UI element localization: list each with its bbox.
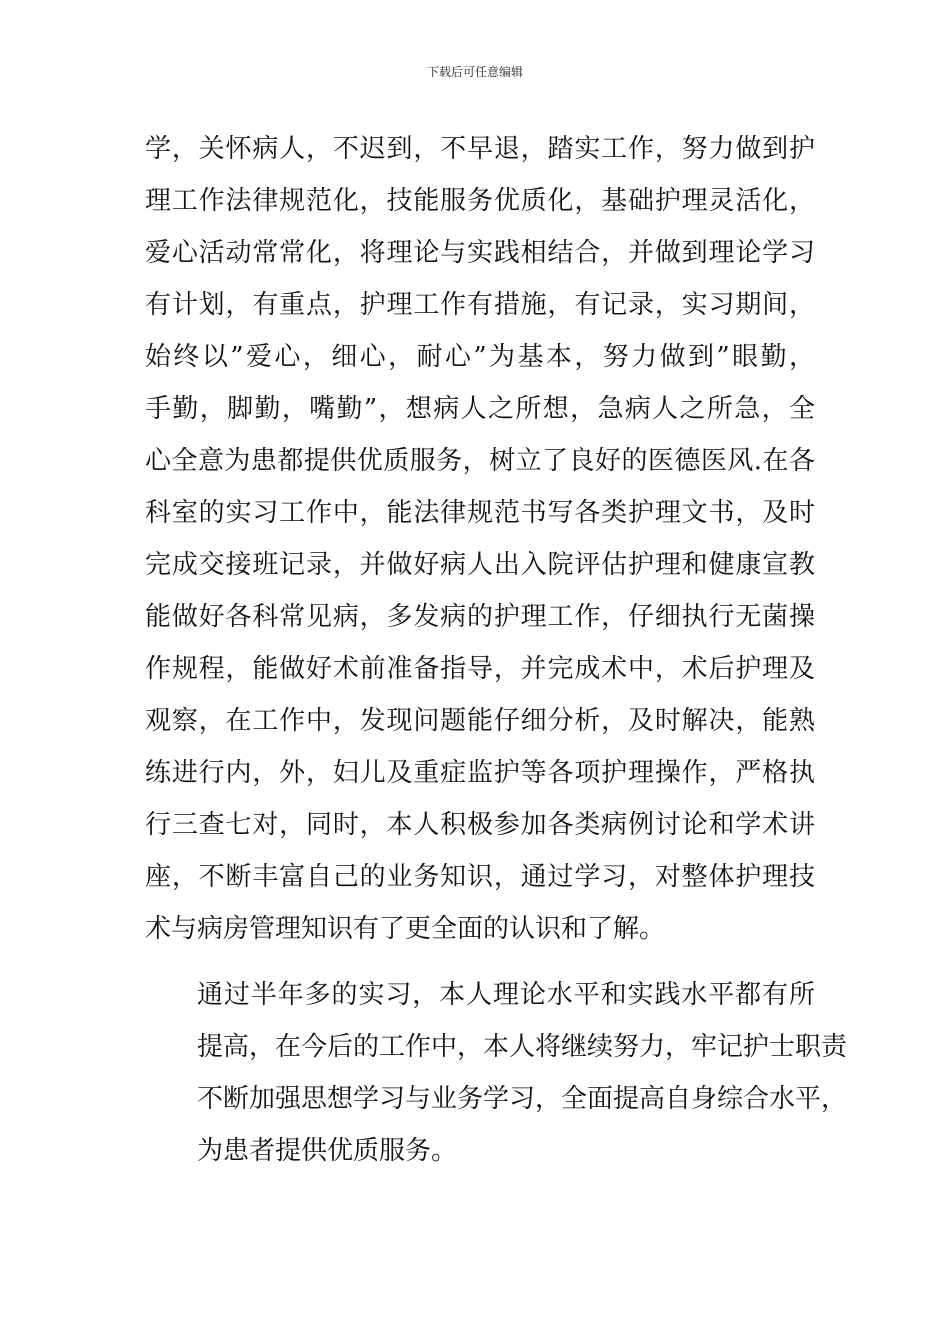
page-header: 下载后可任意编辑 bbox=[426, 65, 523, 79]
paragraph-2 bbox=[145, 969, 848, 1177]
text-line: 座，不断丰富自己的业务知识，通过学习，对整体护理技 bbox=[145, 862, 815, 892]
text-line: 术与病房管理知识有了更全面的认识和了解。 bbox=[145, 914, 666, 944]
text-line: 提高，在今后的工作中，本人将继续努力，牢记护士职责 bbox=[197, 1032, 848, 1062]
text-line: 通过半年多的实习，本人理论水平和实践水平都有所 bbox=[197, 980, 815, 1010]
text-line: 理工作法律规范化，技能服务优质化，基础护理灵活化， bbox=[145, 186, 815, 216]
text-line: 手勤，脚勤，嘴勤”，想病人之所想，急病人之所急，全 bbox=[145, 394, 815, 424]
text-line: 心全意为患都提供优质服务，树立了良好的医德医风.在各 bbox=[145, 446, 815, 476]
text-line: 爱心活动常常化，将理论与实践相结合，并做到理论学习 bbox=[145, 238, 815, 268]
text-line: 始终以”爱心，细心，耐心”为基本，努力做到”眼勤， bbox=[145, 342, 815, 372]
text-line: 为患者提供优质服务。 bbox=[197, 1136, 458, 1166]
paragraph-1 bbox=[145, 123, 815, 955]
text-line: 观察，在工作中，发现问题能仔细分析，及时解决，能熟 bbox=[145, 706, 815, 736]
text-line: 不断加强思想学习与业务学习，全面提高自身综合水平， bbox=[197, 1084, 848, 1114]
text-line: 完成交接班记录，并做好病人出入院评估护理和健康宣教 bbox=[145, 550, 815, 580]
text-line: 作规程，能做好术前准备指导，并完成术中，术后护理及 bbox=[145, 654, 815, 684]
text-line: 科室的实习工作中，能法律规范书写各类护理文书，及时 bbox=[145, 498, 815, 528]
text-line: 行三查七对，同时，本人积极参加各类病例讨论和学术讲 bbox=[145, 810, 815, 840]
text-line: 学，关怀病人，不迟到，不早退，踏实工作，努力做到护 bbox=[145, 134, 815, 164]
text-line: 有计划，有重点，护理工作有措施，有记录，实习期间， bbox=[145, 290, 815, 320]
text-line: 练进行内，外，妇儿及重症监护等各项护理操作，严格执 bbox=[145, 758, 815, 788]
text-line: 能做好各科常见病，多发病的护理工作，仔细执行无菌操 bbox=[145, 602, 815, 632]
